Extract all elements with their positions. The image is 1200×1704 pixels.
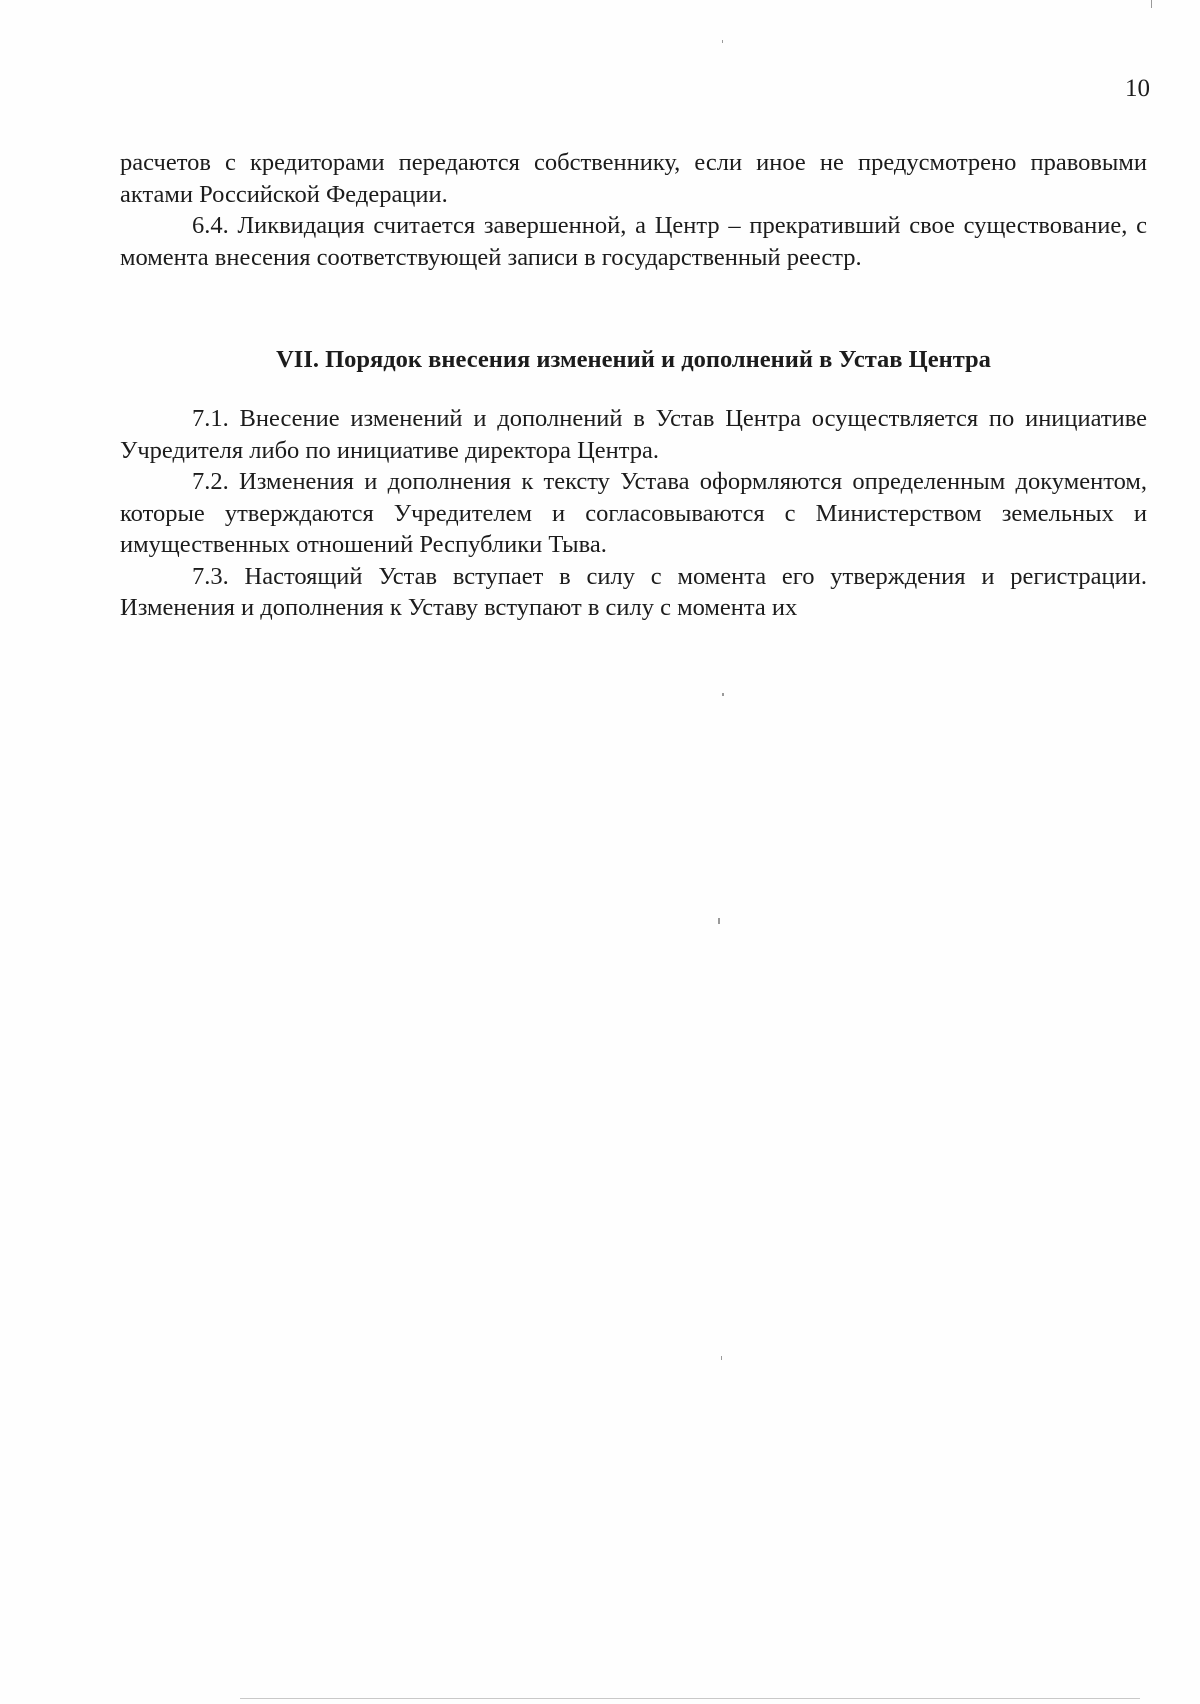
text-block-liquidation — [120, 147, 1147, 273]
scan-speck — [721, 1356, 722, 1360]
page-number: 10 — [1125, 75, 1150, 102]
scan-speck — [722, 693, 724, 696]
paragraph-7-3: 7.3. Настоящий Устав вступает в силу с момента его утверждения и регистрации. Изменения и дополнения к Уставу вступают в силу с момента их — [120, 562, 1147, 621]
section-heading: VII. Порядок внесения изменений и дополнений в Устав Центра — [276, 346, 991, 373]
paragraph-continuation: расчетов с кредиторами передаются собственнику, если иное не предусмотрено правовыми актами Российской Федерации. — [120, 149, 1147, 208]
scan-speck — [722, 40, 723, 43]
paragraph-7-1: 7.1. Внесение изменений и дополнений в Устав Центра осуществляется по инициативе Учредителя либо по инициативе директора Центра. — [120, 405, 1147, 464]
paragraph-7-2: 7.2. Изменения и дополнения к тексту Устава оформляются определенным документом, которые утверждаются Учредителем и согласовываются с Министерством земельных и имущественных отношений Республики Тыва. — [120, 468, 1147, 558]
scan-bottom-edge — [240, 1698, 1140, 1699]
scan-speck — [718, 918, 720, 924]
paragraph-6-4: 6.4. Ликвидация считается завершенной, а Центр – прекративший свое существование, с момента внесения соответствующей записи в государственный реестр. — [120, 212, 1147, 271]
text-block-amendments — [120, 403, 1147, 624]
scan-edge-mark — [1151, 0, 1152, 8]
